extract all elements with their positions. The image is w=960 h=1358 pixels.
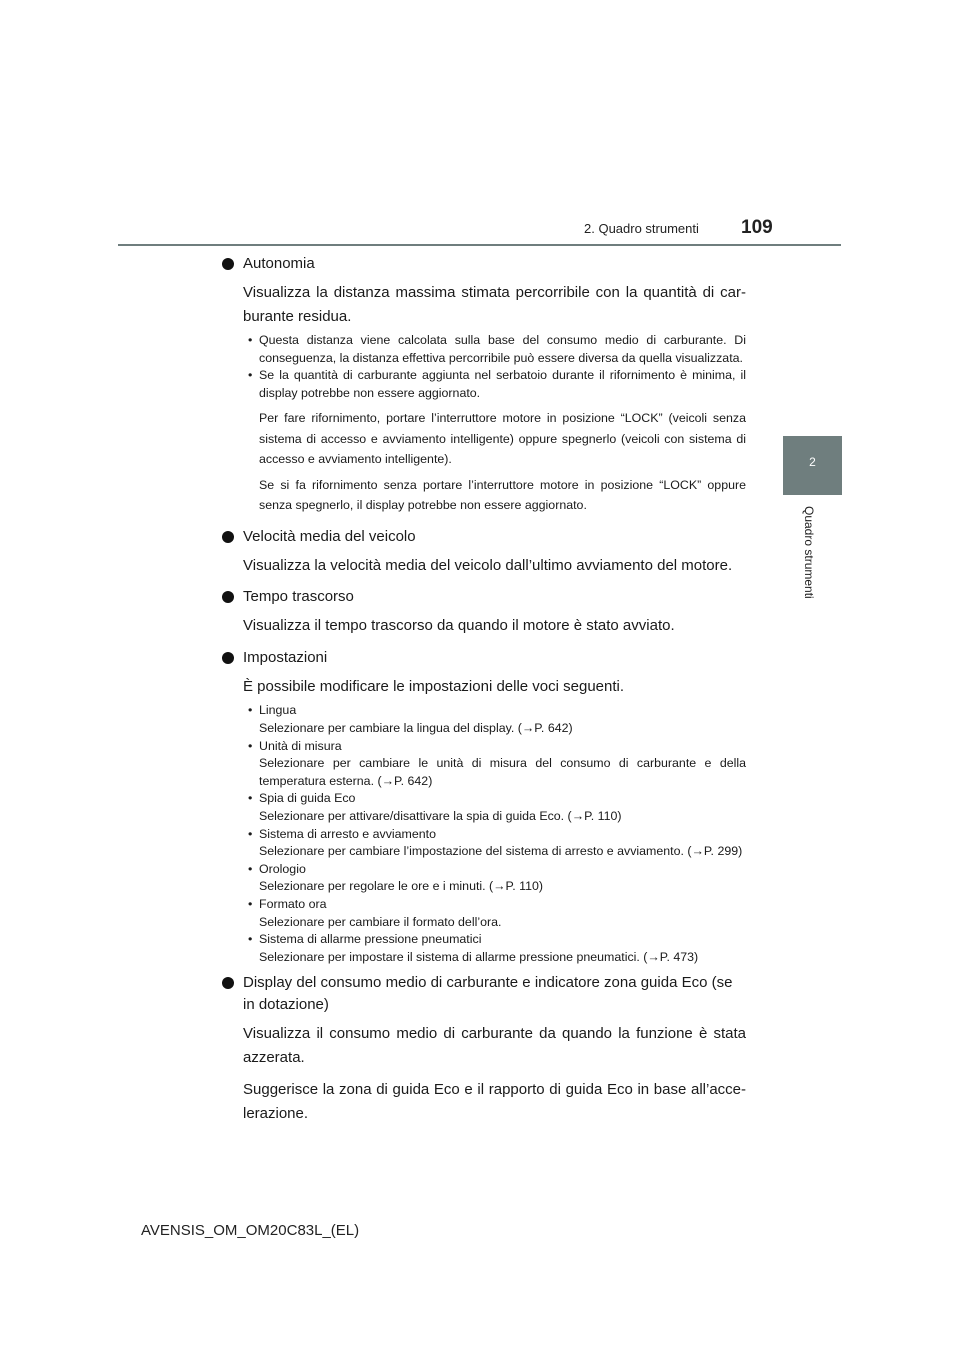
setting-text: Selezionare per cambiare il formato dell’ora. [259,914,502,929]
item-title-text: Velocità media del veicolo [243,527,416,545]
setting-label: • Formato ora [259,896,327,911]
item-title-text: Impostazioni [243,648,328,666]
item-title [221,647,746,669]
setting-text: Selezionare per regolare le ore e i minuti. (→P. 110) [259,879,543,894]
setting-text: Selezionare per cambiare l’impostazione del sistema di arresto e avviamento. (→P. 299) [259,844,743,859]
setting-label: • Orologio [259,861,306,876]
footer-document-code: AVENSIS_OM_OM20C83L_(EL) [141,1222,360,1239]
header-divider [118,244,841,246]
item-description: Visualizza il tempo trascorso da quando il motore è stato avviato. [243,617,675,635]
item-autonomia [221,253,746,516]
item-title [221,972,746,1016]
page-content [221,253,746,1129]
setting-label: • Unità di misura [259,738,342,753]
item-description: Suggerisce la zona di guida Eco e il rapporto di guida Eco in base all’acce-lerazione. [243,1081,746,1122]
bullet-dot-icon [222,258,234,270]
setting-item-unita [248,738,746,791]
note-paragraph: Per fare rifornimento, portare l’interruttore motore in posizione “LOCK” (veicoli senza sistema di accesso e avviamento intelligente) oppure spegnerlo (veicoli con sistema di accesso e avviamento intelligente). [259,411,746,467]
setting-item-orologio [248,861,746,896]
item-title-text: Autonomia [243,255,315,272]
setting-label: • Sistema di allarme pressione pneumatici [259,932,482,947]
bullet-dot-icon [222,977,234,989]
item-description: Visualizza il consumo medio di carburante da quando la funzione è stata azzerata. [243,1025,746,1066]
item-title-text: Tempo trascorso [243,588,354,606]
item-tempo [221,586,746,638]
note-item: • Questa distanza viene calcolata sulla base del consumo medio di carburante. Di conseguenza, la distanza effettiva percorribile può essere diversa da quella visualizzata. [248,332,746,367]
setting-label: • Spia di guida Eco [259,791,356,806]
page-number: 109 [741,217,773,238]
setting-text: Selezionare per cambiare le unità di misura del consumo di carburante e della temperatura esterna. (→P. 642) [259,756,746,788]
item-title [221,586,746,608]
header-section-title: 2. Quadro strumenti [584,221,699,236]
settings-list [221,702,746,966]
chapter-tab [783,436,842,495]
item-title [221,253,746,275]
setting-item-lingua [248,702,746,737]
item-description: È possibile modificare le impostazioni delle voci seguenti. [243,677,625,695]
item-display-eco [221,972,746,1125]
bullet-dot-icon [222,531,234,543]
note-item: • Se la quantità di carburante aggiunta nel serbatoio durante il rifornimento è minima, il display potrebbe non essere aggiornato. [248,367,746,402]
item-impostazioni [221,647,746,966]
setting-item-pressione-pneumatici [248,931,746,966]
chapter-number: 2 [809,455,816,469]
item-title-text: Display del consumo medio di carburante e indicatore zona guida Eco (se in dotazione) [243,974,733,1014]
setting-label: • Lingua [259,703,297,718]
setting-label: • Sistema di arresto e avviamento [259,826,436,841]
setting-text: Selezionare per cambiare la lingua del display. (→P. 642) [259,720,573,735]
setting-text: Selezionare per attivare/disattivare la spia di guida Eco. (→P. 110) [259,808,622,823]
setting-item-formato-ora [248,896,746,931]
bullet-dot-icon [222,591,234,603]
note-paragraph: Se si fa rifornimento senza portare l’interruttore motore in posizione “LOCK” oppure senza spegnerlo, il display potrebbe non essere aggiornato. [259,477,746,513]
item-title [221,526,746,548]
item-description: Visualizza la distanza massima stimata percorribile con la quantità di car-burante residua. [243,284,746,325]
setting-text: Selezionare per impostare il sistema di allarme pressione pneumatici. (→P. 473) [259,949,699,964]
bullet-dot-icon [222,652,234,664]
setting-item-arresto-avviamento [248,826,746,861]
setting-item-spia-eco [248,790,746,825]
note-list [221,332,746,402]
item-description: Visualizza la velocità media del veicolo dall’ultimo avviamento del motore. [243,556,733,574]
item-velocita [221,526,746,578]
chapter-side-title: Quadro strumenti [802,506,816,599]
